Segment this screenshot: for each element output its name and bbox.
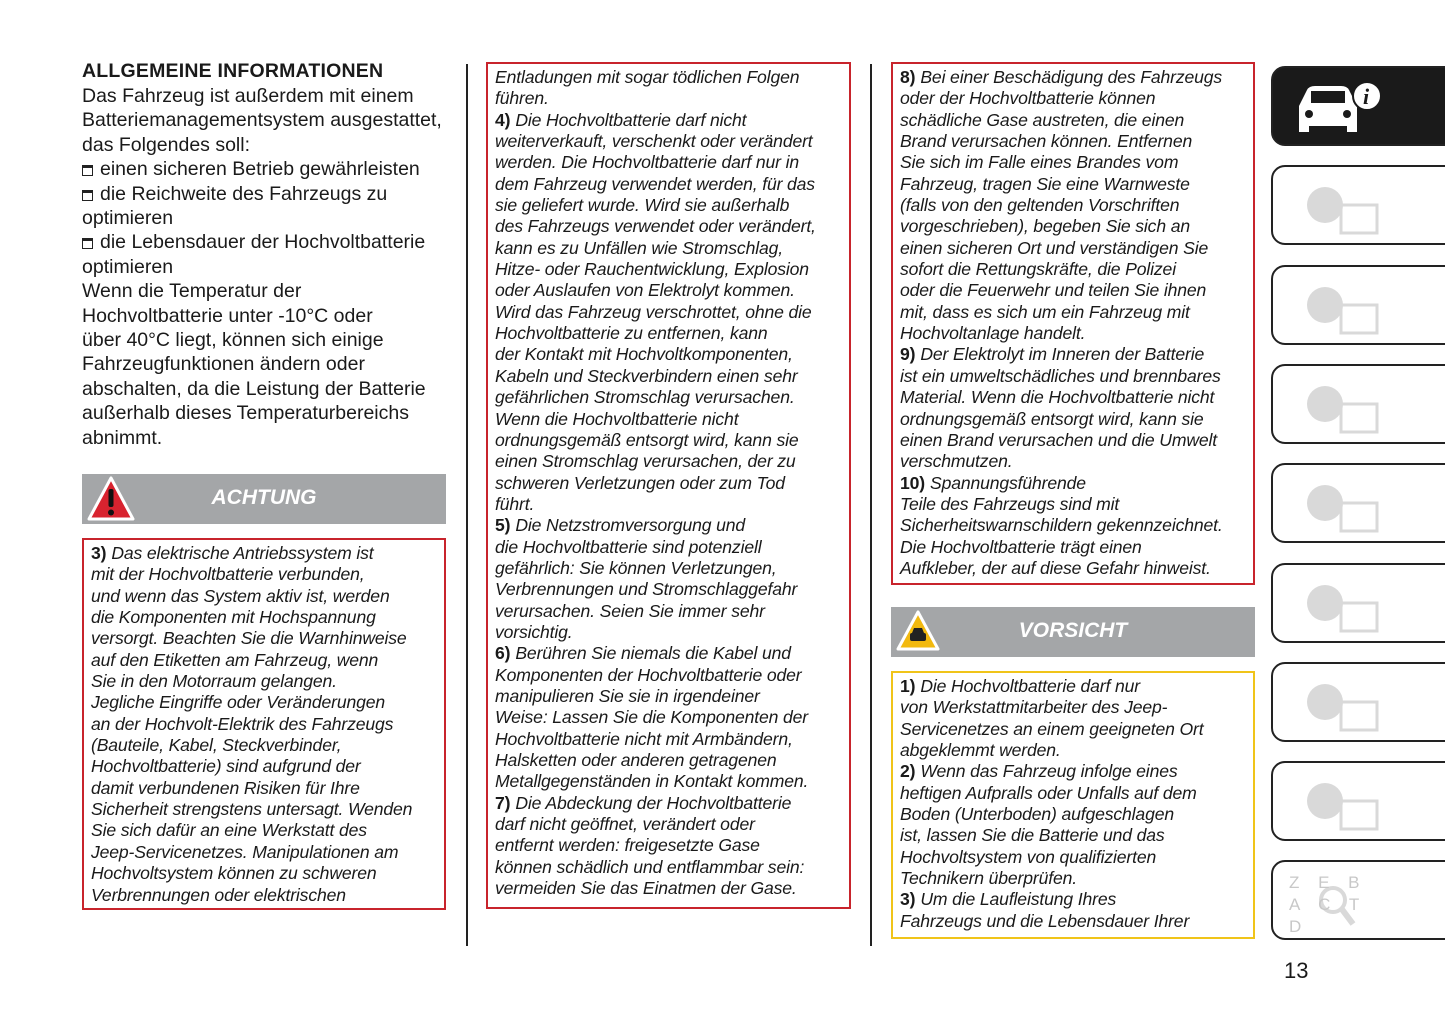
note-line — [495, 686, 842, 707]
note-line — [495, 473, 842, 494]
note-text: gefährlichen Stromschlag verursachen. — [495, 387, 795, 408]
note-line — [900, 868, 1246, 889]
text-line: das Folgendes soll: — [82, 133, 251, 156]
note-line — [495, 88, 842, 109]
note-line — [495, 387, 842, 408]
note-text: einen sicheren Ort und verständigen Sie — [900, 237, 1209, 258]
note-text: führt. — [495, 493, 535, 514]
bullet-text: optimieren — [82, 207, 174, 230]
note-text: von Werkstattmitarbeiter des Jeep- — [900, 697, 1168, 718]
chapter-tab[interactable] — [1271, 662, 1445, 742]
note-number: 6) — [495, 643, 511, 664]
note-line — [495, 451, 842, 472]
note-text: weiterverkauft, verschenkt oder verändert — [495, 131, 813, 152]
chapter-tab[interactable] — [1271, 463, 1445, 543]
note-text: Sicherheitswarnschildern gekennzeichnet. — [900, 515, 1223, 536]
note-line — [900, 302, 1246, 323]
note-line — [495, 302, 842, 323]
note-line — [91, 799, 437, 820]
note-line — [495, 835, 842, 856]
note-line — [495, 579, 842, 600]
chapter-tab[interactable] — [1271, 165, 1445, 245]
page-number: 13 — [1284, 958, 1309, 983]
note-text: oder die Feuerwehr und teilen Sie ihnen — [900, 280, 1207, 301]
note-text: Kabeln und Steckverbindern einen sehr — [495, 365, 798, 386]
note-line — [91, 778, 437, 799]
text-line: abschalten, da die Leistung der Batterie — [82, 377, 426, 400]
note-text: auf den Etiketten am Fahrzeug, wenn — [91, 649, 379, 670]
note-line — [900, 740, 1246, 761]
note-text: kann es zu Unfällen wie Stromschlag, — [495, 237, 783, 258]
text-line: Fahrzeugfunktionen ändern oder — [82, 353, 365, 376]
note-line — [900, 216, 1246, 237]
bullet-icon — [82, 165, 93, 176]
note-line — [495, 494, 842, 515]
note-line — [495, 152, 842, 173]
note-line — [900, 719, 1246, 740]
note-line — [91, 820, 437, 841]
note-line — [495, 174, 842, 195]
bullet-line — [82, 255, 452, 279]
note-text: Hochvoltanlage handelt. — [900, 323, 1086, 344]
note-text: vermeiden Sie das Einatmen der Gase. — [495, 878, 797, 899]
note-line — [495, 409, 842, 430]
note-line — [900, 697, 1246, 718]
note-line — [900, 911, 1246, 932]
note-line — [91, 586, 437, 607]
note-line — [900, 825, 1246, 846]
note-text: sofort die Rettungskräfte, die Polizei — [900, 259, 1176, 280]
note-line — [900, 847, 1246, 868]
svg-text:i: i — [1363, 84, 1370, 109]
note-text: verursachen. Seien Sie immer sehr — [495, 600, 765, 621]
note-text: Material. Wenn die Hochvoltbatterie nicht — [900, 387, 1215, 408]
note-line — [900, 558, 1246, 579]
note-line — [495, 857, 842, 878]
note-text: Halsketten oder anderen getragenen — [495, 750, 777, 770]
note-line — [91, 628, 437, 649]
text-line: abnimmt. — [82, 426, 163, 449]
index-letters: Z E B A C T D — [1289, 873, 1364, 937]
note-line — [900, 195, 1246, 216]
note-text: Fahrzeug, tragen Sie eine Warnweste — [900, 173, 1190, 194]
note-text: manipulieren Sie sie in irgendeiner — [495, 685, 760, 706]
note-line — [495, 366, 842, 387]
note-text: Komponenten der Hochvoltbatterie oder — [495, 664, 802, 685]
note-text: ist, lassen Sie die Batterie und das — [900, 825, 1165, 846]
note-text: Aufkleber, der auf diese Gefahr hinweist. — [900, 557, 1211, 578]
note-line — [495, 67, 842, 88]
note-text: Jegliche Eingriffe oder Veränderungen — [91, 692, 386, 713]
note-line — [900, 88, 1246, 109]
note-text: an der Hochvolt-Elektrik des Fahrzeugs — [91, 713, 394, 734]
note-number: 1) — [900, 676, 916, 696]
note-line — [495, 131, 842, 152]
note-text: damit verbundenen Risiken für Ihre — [91, 777, 360, 798]
note-line — [900, 131, 1246, 152]
text-line: Hochvoltbatterie unter -10°C oder — [82, 304, 373, 327]
note-text: einen Brand verursachen und die Umwelt — [900, 429, 1218, 450]
note-line — [91, 564, 437, 585]
text-line: Das Fahrzeug ist außerdem mit einem — [82, 85, 414, 107]
note-line — [900, 152, 1246, 173]
note-line — [900, 430, 1246, 451]
note-text: Hitze- oder Rauchentwicklung, Explosion — [495, 259, 809, 280]
note-text: Die Abdeckung der Hochvoltbatterie — [515, 792, 792, 813]
note-text: Wird das Fahrzeug verschrottet, ohne die — [495, 301, 812, 322]
note-line — [495, 707, 842, 728]
note-line — [495, 558, 842, 579]
note-text: die Komponenten mit Hochspannung — [91, 607, 376, 628]
note-text: Teile des Fahrzeugs sind mit — [900, 493, 1120, 514]
note-text: Sie in den Motorraum gelangen. — [91, 671, 337, 692]
note-text: oder Auslaufen von Elektrolyt kommen. — [495, 280, 795, 301]
note-number: 3) — [900, 889, 916, 910]
note-line — [900, 783, 1246, 804]
note-line — [495, 430, 842, 451]
note-text: Fahrzeugs und die Lebensdauer Ihrer — [900, 910, 1190, 931]
note-text: Die Hochvoltbatterie darf nicht — [515, 109, 747, 130]
intro-text — [82, 84, 452, 450]
section-heading: ALLGEMEINE INFORMATIONEN — [82, 60, 384, 82]
chapter-tab[interactable] — [1271, 265, 1445, 345]
note-text: Verbrennungen oder elektrischen — [91, 884, 346, 905]
note-text: Hochvoltsystem können zu schweren — [91, 863, 377, 884]
note-text: verschmutzen. — [900, 451, 1013, 472]
note-text: werden. Die Hochvoltbatterie darf nur in — [495, 152, 800, 173]
note-line — [495, 622, 842, 643]
note-text: vorgeschrieben), begeben Sie sich an — [900, 216, 1190, 237]
note-number: 4) — [495, 109, 511, 130]
note-text: Servicenetzes an einem geeigneten Ort — [900, 718, 1204, 739]
note-line — [900, 174, 1246, 195]
warning-box-2 — [486, 62, 851, 909]
note-text: Jeep-Servicenetzes. Manipulationen am — [91, 841, 399, 862]
note-line — [495, 259, 842, 280]
note-text: Wenn das Fahrzeug infolge eines — [920, 761, 1178, 782]
note-line — [91, 735, 437, 756]
bullet-line — [82, 182, 452, 206]
note-line — [900, 761, 1246, 782]
column-1 — [82, 60, 452, 450]
note-line — [900, 494, 1246, 515]
bullet-line — [82, 206, 452, 230]
note-text: schädliche Gase austreten, die einen — [900, 109, 1185, 130]
note-line — [900, 473, 1246, 494]
note-text: ist ein umweltschädliches und brennbares — [900, 365, 1221, 386]
note-line — [495, 793, 842, 814]
note-line — [900, 676, 1246, 697]
bullet-line — [82, 157, 452, 181]
note-line — [900, 344, 1246, 365]
note-text: Hochvoltbatterie nicht mit Armbändern, — [495, 728, 793, 749]
note-line — [495, 515, 842, 536]
note-line — [495, 323, 842, 344]
note-text: Der Elektrolyt im Inneren der Batterie — [920, 344, 1205, 365]
note-text: heftigen Aufpralls oder Unfalls auf dem — [900, 782, 1197, 803]
note-line — [900, 238, 1246, 259]
note-line — [495, 771, 842, 792]
note-text: Sie sich dafür an eine Werkstatt des — [91, 820, 367, 841]
note-line — [91, 692, 437, 713]
note-number: 10) — [900, 472, 925, 493]
note-text: Die Hochvoltbatterie darf nur — [920, 676, 1140, 696]
note-text: Das elektrische Antriebssystem ist — [111, 543, 374, 563]
note-line — [495, 344, 842, 365]
caution-banner — [891, 607, 1255, 657]
note-line — [495, 665, 842, 686]
note-text: (falls von den geltenden Vorschriften — [900, 195, 1180, 216]
note-line — [495, 195, 842, 216]
note-text: Berühren Sie niemals die Kabel und — [515, 643, 791, 664]
note-number: 7) — [495, 792, 511, 813]
note-text: Sicherheit strengstens untersagt. Wenden — [91, 799, 413, 820]
note-line — [495, 238, 842, 259]
note-line — [900, 387, 1246, 408]
note-text: Entladungen mit sogar tödlichen Folgen — [495, 67, 800, 87]
note-text: Hochvoltbatterie zu entfernen, kann — [495, 323, 768, 344]
note-text: Spannungsführende — [929, 472, 1086, 493]
note-line — [495, 110, 842, 131]
chapter-tab[interactable] — [1271, 364, 1445, 444]
note-text: Weise: Lassen Sie die Komponenten der — [495, 707, 808, 728]
text-line: außerhalb dieses Temperaturbereichs — [82, 402, 409, 425]
note-text: gefährlich: Sie können Verletzungen, — [495, 557, 777, 578]
column-divider — [870, 64, 872, 946]
bullet-icon — [82, 238, 93, 249]
note-text: vorsichtig. — [495, 621, 573, 642]
column-divider — [466, 64, 468, 946]
chapter-tab[interactable] — [1271, 563, 1445, 643]
note-text: Die Netzstromversorgung und — [515, 515, 746, 536]
note-line — [495, 814, 842, 835]
note-text: Bei einer Beschädigung des Fahrzeugs — [920, 67, 1223, 87]
note-line — [900, 537, 1246, 558]
note-text: Metallgegenständen in Kontakt kommen. — [495, 771, 809, 792]
warning-banner — [82, 474, 446, 524]
bullet-text: einen sicheren Betrieb gewährleisten — [100, 158, 420, 181]
note-text: ordnungsgemäß entsorgt wird, kann sie — [900, 408, 1204, 429]
note-line — [91, 671, 437, 692]
note-line — [900, 451, 1246, 472]
note-line — [900, 409, 1246, 430]
note-line — [495, 643, 842, 664]
note-line — [91, 714, 437, 735]
bullet-text: die Lebensdauer der Hochvoltbatterie — [100, 231, 426, 254]
note-line — [495, 750, 842, 771]
warning-title: ACHTUNG — [211, 486, 317, 509]
note-text: Verbrennungen und Stromschlaggefahr — [495, 579, 798, 600]
note-number: 9) — [900, 344, 916, 365]
note-line — [900, 110, 1246, 131]
note-text: oder der Hochvoltbatterie können — [900, 88, 1156, 109]
note-text: der Kontakt mit Hochvoltkomponenten, — [495, 344, 793, 365]
note-line — [900, 804, 1246, 825]
note-number: 2) — [900, 761, 916, 782]
caution-box — [891, 671, 1255, 939]
note-line — [91, 842, 437, 863]
note-number: 3) — [91, 543, 107, 563]
note-line — [900, 515, 1246, 536]
note-text: schweren Verletzungen oder zum Tod — [495, 472, 785, 493]
note-text: abgeklemmt werden. — [900, 740, 1061, 761]
note-text: führen. — [495, 88, 549, 109]
note-text: Boden (Unterboden) aufgeschlagen — [900, 804, 1174, 825]
note-text: und wenn das System aktiv ist, werden — [91, 585, 390, 606]
note-text: Brand verursachen können. Entfernen — [900, 131, 1193, 152]
note-line — [495, 216, 842, 237]
chapter-tab[interactable] — [1271, 860, 1445, 940]
note-line — [495, 878, 842, 899]
note-text: Um die Laufleistung Ihres — [920, 889, 1117, 910]
note-text: Sie sich im Falle eines Brandes vom — [900, 152, 1179, 173]
note-text: versorgt. Beachten Sie die Warnhinweise — [91, 628, 407, 649]
note-text: Wenn die Hochvoltbatterie nicht — [495, 408, 739, 429]
note-text: Hochvoltbatterie) sind aufgrund der — [91, 756, 361, 777]
note-text: können schädlich und entflammbar sein: — [495, 856, 805, 877]
bullet-line — [82, 230, 452, 254]
note-text: die Hochvoltbatterie sind potenziell — [495, 536, 762, 557]
note-text: mit, dass es sich um ein Fahrzeug mit — [900, 301, 1190, 322]
note-line — [900, 259, 1246, 280]
note-line — [91, 650, 437, 671]
note-line — [495, 537, 842, 558]
note-line — [91, 607, 437, 628]
note-text: darf nicht geöffnet, verändert oder — [495, 814, 755, 835]
text-line: Wenn die Temperatur der — [82, 280, 302, 303]
caution-title: VORSICHT — [1018, 619, 1128, 642]
note-line — [91, 543, 437, 564]
note-number: 5) — [495, 515, 511, 536]
note-line — [495, 280, 842, 301]
note-text: des Fahrzeugs verwendet oder verändert, — [495, 216, 816, 237]
note-line — [495, 601, 842, 622]
note-line — [900, 889, 1246, 910]
chapter-tab[interactable] — [1271, 66, 1445, 146]
bullet-text: optimieren — [82, 255, 174, 278]
note-text: mit der Hochvoltbatterie verbunden, — [91, 564, 365, 585]
chapter-tab[interactable] — [1271, 761, 1445, 841]
note-line — [900, 323, 1246, 344]
note-number: 8) — [900, 67, 916, 87]
note-text: entfernt werden: freigesetzte Gase — [495, 835, 760, 856]
text-line: über 40°C liegt, können sich einige — [82, 329, 384, 352]
note-text: dem Fahrzeug verwendet werden, für das — [495, 173, 815, 194]
bullet-text: die Reichweite des Fahrzeugs zu — [100, 182, 388, 205]
note-line — [900, 280, 1246, 301]
note-line — [900, 366, 1246, 387]
note-line — [91, 885, 437, 906]
warning-box-1 — [82, 538, 446, 910]
note-text: Hochvoltsystem von qualifizierten — [900, 846, 1157, 867]
note-text: (Bauteile, Kabel, Steckverbinder, — [91, 735, 342, 756]
bullet-icon — [82, 190, 93, 201]
note-text: einen Stromschlag verursachen, der zu — [495, 451, 796, 472]
text-line: Batteriemanagementsystem ausgestattet, — [82, 109, 442, 132]
note-line — [495, 729, 842, 750]
note-text: sie geliefert wurde. Wird sie außerhalb — [495, 195, 790, 216]
note-line — [91, 863, 437, 884]
note-line — [900, 67, 1246, 88]
note-text: Technikern überprüfen. — [900, 868, 1077, 889]
note-line — [91, 756, 437, 777]
note-text: Die Hochvoltbatterie trägt einen — [900, 536, 1142, 557]
note-text: ordnungsgemäß entsorgt wird, kann sie — [495, 429, 799, 450]
warning-box-3 — [891, 62, 1255, 585]
